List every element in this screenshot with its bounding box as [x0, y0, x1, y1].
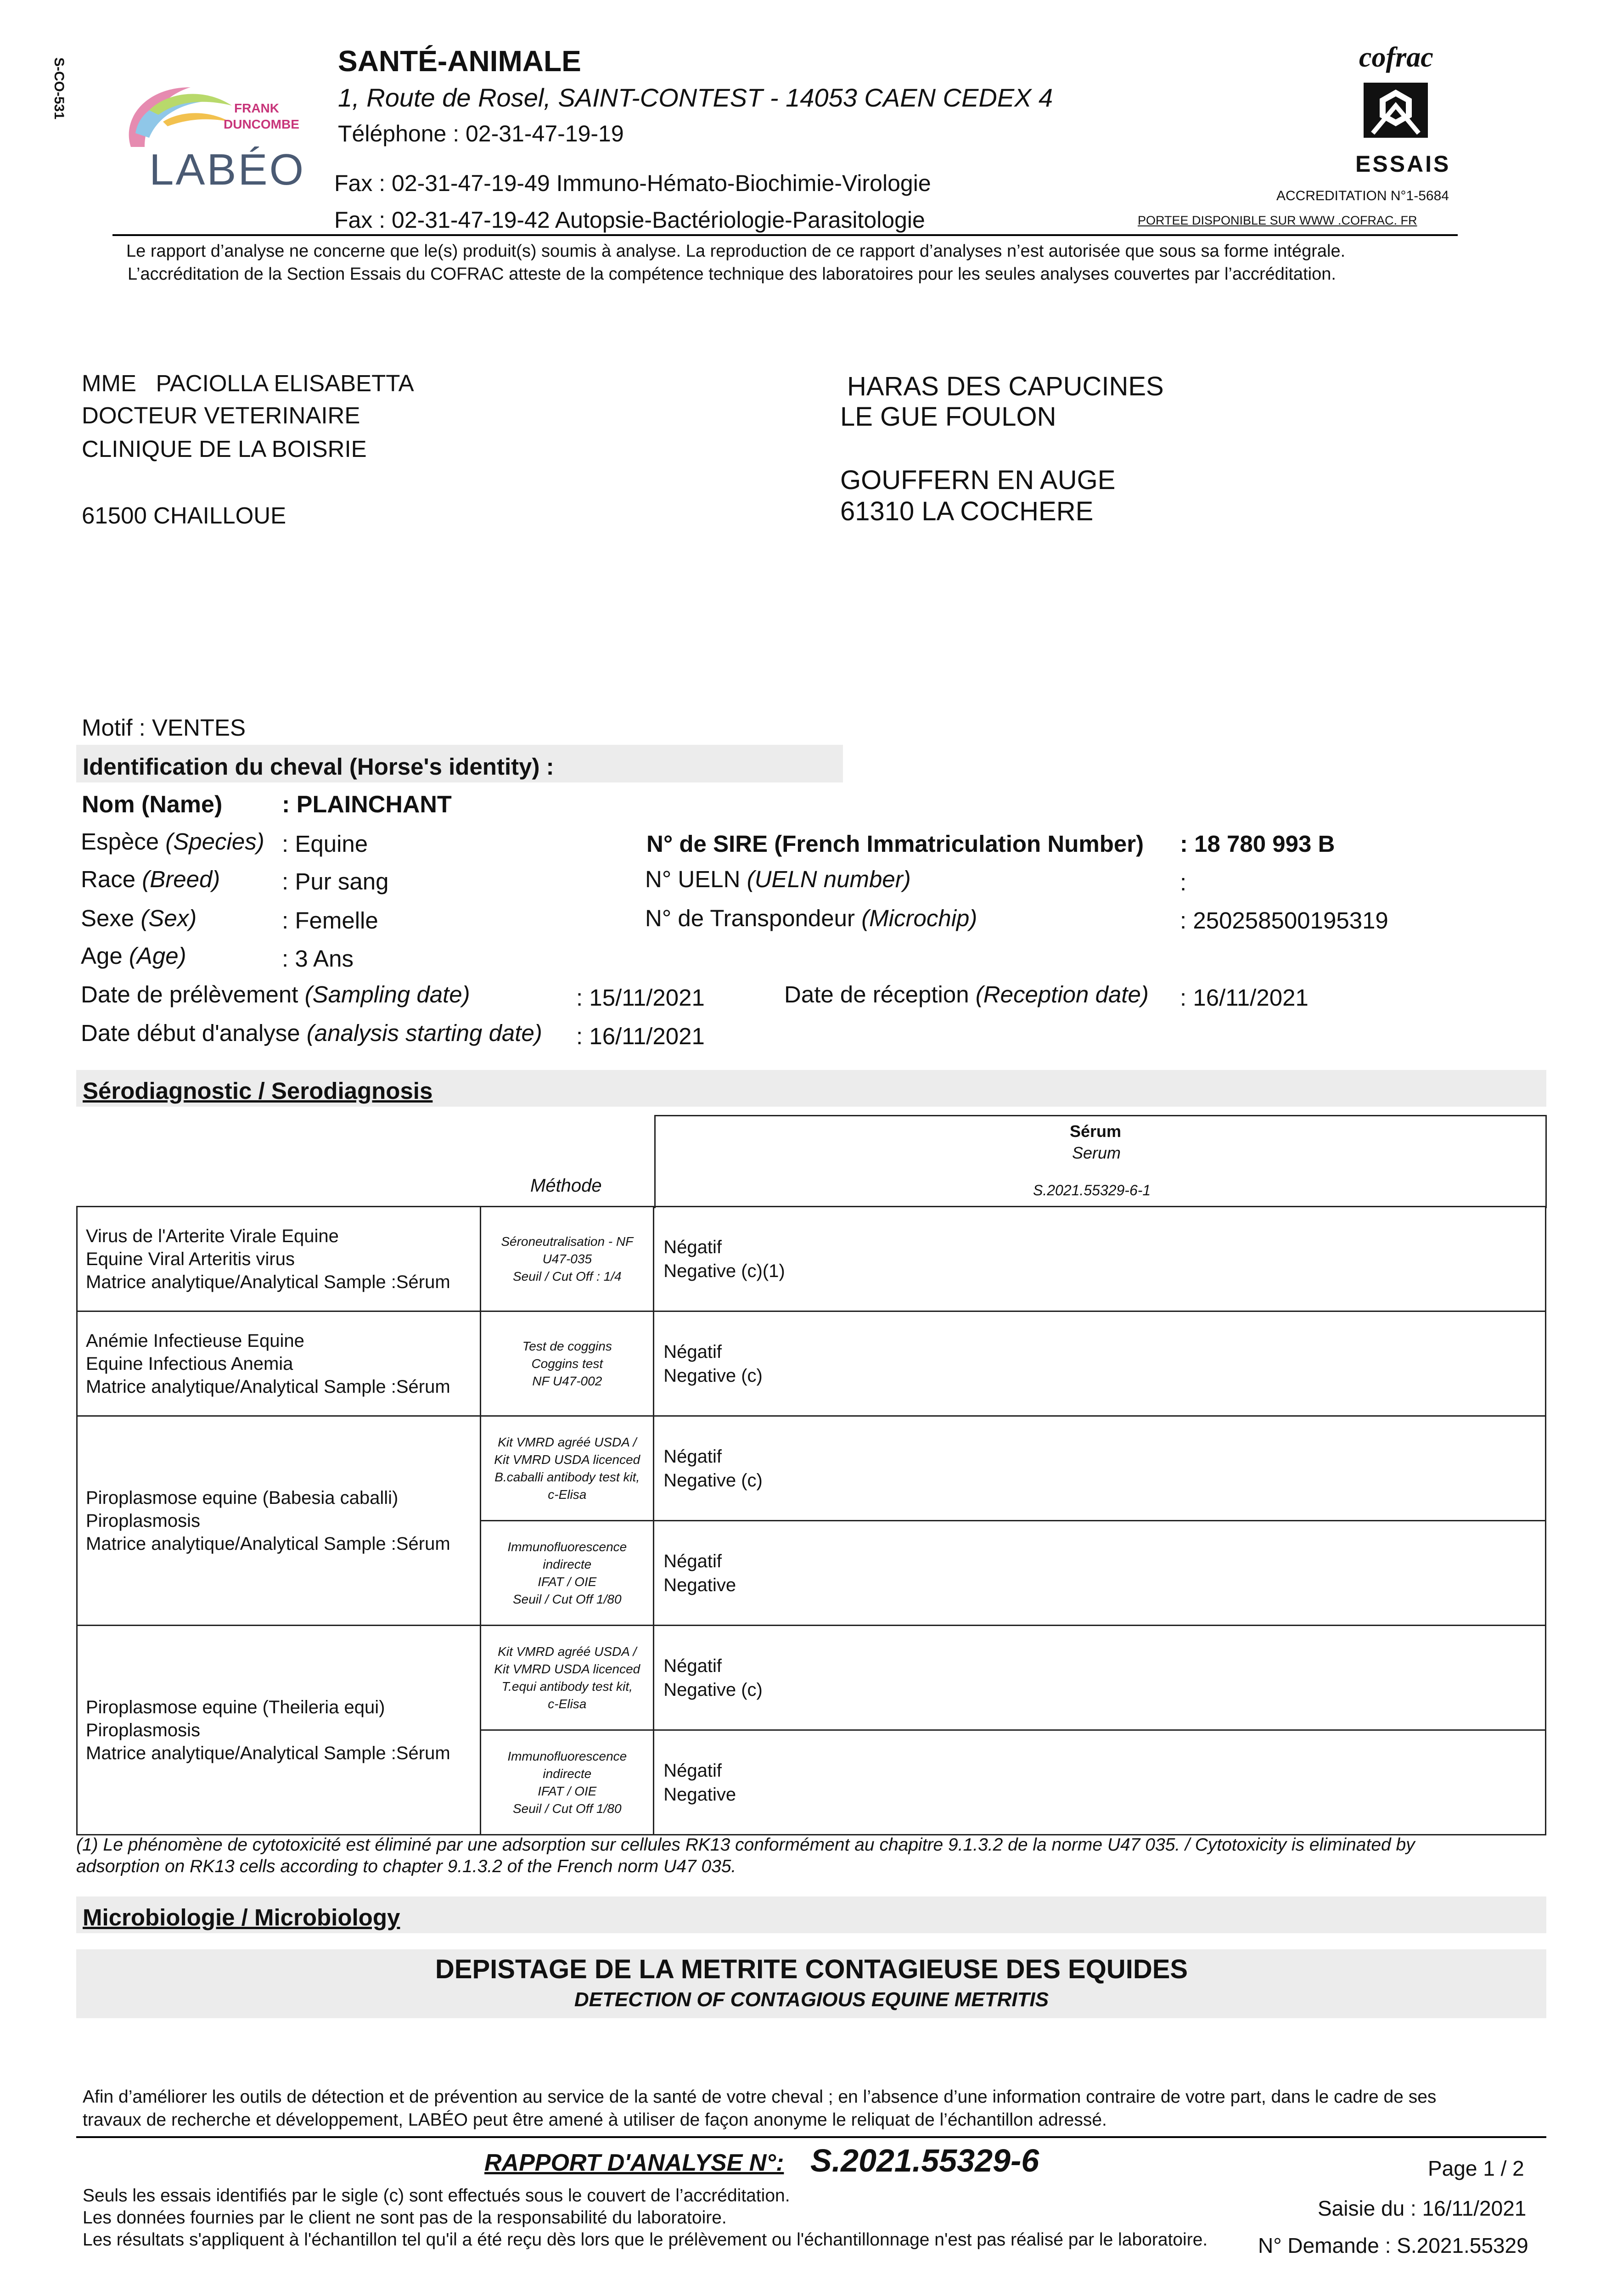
- report-label: RAPPORT D'ANALYSE N°:: [484, 2150, 784, 2176]
- ueln-value: :: [1180, 869, 1187, 895]
- method-line: c-Elisa: [548, 1696, 587, 1711]
- method-line: NF U47-002: [532, 1373, 602, 1388]
- analysis-label-cell: [77, 1416, 481, 1626]
- species-value: : Equine: [282, 831, 368, 857]
- transponder-label-en: (Microchip): [861, 905, 977, 931]
- breed-value: : Pur sang: [282, 868, 389, 895]
- age-value: : 3 Ans: [282, 945, 354, 972]
- result-cell: [654, 1311, 1546, 1416]
- lab-phone: Téléphone : 02-31-47-19-19: [338, 121, 624, 146]
- sampling-date-value: : 15/11/2021: [576, 985, 705, 1011]
- result-cell: [654, 1521, 1546, 1626]
- page-number: Page 1 / 2: [1428, 2156, 1524, 2180]
- sire-label: N° de SIRE (French Immatriculation Number): [646, 831, 1144, 857]
- result-cell: [654, 1207, 1546, 1311]
- analysis-date-label: [81, 1019, 542, 1047]
- result-fr: Négatif: [663, 1341, 722, 1362]
- species-label: [81, 828, 264, 855]
- method-line: Kit VMRD USDA licenced: [494, 1661, 640, 1676]
- lab-fax-1: Fax : 02-31-47-19-49 Immuno-Hémato-Biochimie-Virologie: [334, 170, 931, 196]
- method-line: indirecte: [543, 1766, 592, 1781]
- analysis-name-en: Piroplasmosis: [86, 1510, 200, 1531]
- transponder-label: [645, 905, 977, 932]
- sex-label: [81, 905, 197, 932]
- method-line: U47-035: [542, 1251, 592, 1266]
- serum-col-title: Sérum: [1070, 1122, 1122, 1141]
- method-line: Coggins test: [531, 1356, 603, 1371]
- analysis-matrix: Matrice analytique/Analytical Sample :Sérum: [86, 1743, 450, 1763]
- research-note-1: Afin d’améliorer les outils de détection et de prévention au service de la santé de votre cheval ; en l’absence d’une information contraire de votre part, dans le cadre de ses: [83, 2087, 1437, 2107]
- cofrac-scope-link[interactable]: PORTEE DISPONIBLE SUR WWW .COFRAC. FR: [1138, 214, 1417, 227]
- method-line: IFAT / OIE: [538, 1784, 597, 1798]
- microbiology-heading-en: DETECTION OF CONTAGIOUS EQUINE METRITIS: [574, 1988, 1049, 2011]
- analysis-matrix: Matrice analytique/Analytical Sample :Sérum: [86, 1533, 450, 1554]
- method-line: T.equi antibody test kit,: [501, 1679, 633, 1694]
- method-line: Immunofluorescence: [507, 1749, 627, 1763]
- breed-label-fr: Race: [81, 866, 136, 892]
- motif: Motif : VENTES: [82, 715, 246, 741]
- method-line: IFAT / OIE: [538, 1574, 597, 1589]
- reception-date-label: [784, 981, 1149, 1008]
- method-cell: [481, 1730, 654, 1835]
- serology-results-table: [76, 1206, 1546, 1835]
- result-en: Negative (c): [663, 1365, 763, 1386]
- table-row: [77, 1626, 1546, 1730]
- analysis-date-value: : 16/11/2021: [576, 1023, 705, 1049]
- method-line: Seuil / Cut Off 1/80: [512, 1801, 622, 1816]
- result-en: Negative (c): [663, 1679, 763, 1700]
- result-en: Negative: [663, 1784, 736, 1805]
- species-label-en: (Species): [165, 828, 264, 855]
- method-line: Kit VMRD agréé USDA /: [498, 1435, 637, 1449]
- logo-brand: LABÉO: [149, 145, 306, 194]
- ueln-label-fr: N° UELN: [645, 866, 741, 892]
- sample-id: S.2021.55329-6-1: [1033, 1182, 1151, 1199]
- age-label: [81, 942, 186, 969]
- result-cell: [654, 1416, 1546, 1521]
- age-label-en: (Age): [129, 943, 186, 969]
- research-note-2: travaux de recherche et développement, LABÉO peut être amené à utiliser de façon anonyme le reliquat de l’échantillon adressé.: [83, 2110, 1107, 2130]
- reception-label-fr: Date de réception: [784, 981, 969, 1007]
- analysis-matrix: Matrice analytique/Analytical Sample :Sérum: [86, 1376, 450, 1397]
- reception-date-value: : 16/11/2021: [1180, 985, 1309, 1011]
- method-line: Séroneutralisation - NF: [501, 1234, 634, 1249]
- sex-label-en: (Sex): [140, 905, 197, 931]
- method-cell: [481, 1416, 654, 1521]
- age-label-fr: Age: [81, 943, 123, 969]
- lab-name: SANTÉ-ANIMALE: [338, 45, 581, 78]
- ueln-label-en: (UELN number): [747, 866, 911, 892]
- recipient-line-3: CLINIQUE DE LA BOISRIE: [82, 436, 367, 462]
- microbiology-section-title: Microbiologie / Microbiology: [83, 1904, 400, 1930]
- method-cell: [481, 1521, 654, 1626]
- sampling-date-label: [81, 981, 470, 1008]
- header-notice-2: L’accréditation de la Section Essais du COFRAC atteste de la compétence technique des laboratoires pour les seules analyses couvertes par l’accréditation.: [128, 264, 1336, 284]
- method-cell: [481, 1207, 654, 1311]
- method-line: Immunofluorescence: [507, 1539, 627, 1554]
- serology-section-title: Sérodiagnostic / Serodiagnosis: [83, 1078, 433, 1104]
- owner-line-2: LE GUE FOULON: [840, 402, 1056, 432]
- cofrac-accreditation: ACCREDITATION N°1-5684: [1276, 188, 1449, 203]
- side-form-code: S-CO-531: [51, 57, 67, 120]
- horse-name-label: Nom (Name): [82, 791, 223, 818]
- method-line: indirecte: [543, 1557, 592, 1571]
- species-label-fr: Espèce: [81, 828, 159, 855]
- report-number: S.2021.55329-6: [810, 2143, 1039, 2178]
- transponder-value: : 250258500195319: [1180, 907, 1388, 934]
- analysis-name-en: Equine Infectious Anemia: [86, 1353, 293, 1374]
- reception-label-en: (Reception date): [975, 981, 1149, 1007]
- sampling-label-en: (Sampling date): [304, 981, 470, 1007]
- method-line: Seuil / Cut Off : 1/4: [513, 1269, 622, 1283]
- analysis-label-cell: [77, 1311, 481, 1416]
- result-fr: Négatif: [663, 1655, 722, 1676]
- logo-name-line1: FRANK: [234, 101, 279, 115]
- identity-section-title: Identification du cheval (Horse's identity) :: [83, 754, 554, 780]
- table-row: [77, 1207, 1546, 1311]
- method-line: Kit VMRD agréé USDA /: [498, 1644, 637, 1659]
- footer-note-2: Les données fournies par le client ne sont pas de la responsabilité du laboratoire.: [83, 2208, 727, 2228]
- serology-footnote-2: adsorption on RK13 cells according to chapter 9.1.3.2 of the French norm U47 035.: [76, 1857, 736, 1876]
- owner-line-1: HARAS DES CAPUCINES: [847, 371, 1164, 401]
- analysis-label-cell: [77, 1626, 481, 1835]
- result-fr: Négatif: [663, 1446, 722, 1467]
- method-line: c-Elisa: [548, 1487, 587, 1502]
- cofrac-emblem-icon: [1354, 78, 1437, 147]
- table-row: [77, 1311, 1546, 1416]
- entry-date: Saisie du : 16/11/2021: [1318, 2196, 1527, 2220]
- result-en: Negative (c): [663, 1470, 763, 1491]
- sex-label-fr: Sexe: [81, 905, 135, 931]
- method-line: Kit VMRD USDA licenced: [494, 1452, 640, 1467]
- analysis-name: Virus de l'Arterite Virale Equine: [86, 1226, 339, 1246]
- result-fr: Négatif: [663, 1760, 722, 1781]
- footer-note-1: Seuls les essais identifiés par le sigle (c) sont effectués sous le couvert de l’accréditation.: [83, 2186, 790, 2206]
- analysis-name: Anémie Infectieuse Equine: [86, 1330, 304, 1351]
- horse-name-value: : PLAINCHANT: [282, 791, 452, 818]
- footer-note-3: Les résultats s'appliquent à l'échantillon tel qu'il a été reçu dès lors que le prélèvement ou l'échantillonnage n'est pas réalisé par le laboratoire.: [83, 2230, 1208, 2250]
- serum-col-title-en: Serum: [1072, 1143, 1121, 1162]
- sex-value: : Femelle: [282, 907, 378, 934]
- footer-rule: [76, 2136, 1546, 2138]
- recipient-line-1: MME PACIOLLA ELISABETTA: [82, 370, 414, 396]
- cofrac-wordmark: cofrac: [1359, 42, 1433, 73]
- lab-address: 1, Route de Rosel, SAINT-CONTEST - 14053 CAEN CEDEX 4: [338, 83, 1053, 112]
- ueln-label: [645, 866, 911, 893]
- result-fr: Négatif: [663, 1551, 722, 1571]
- result-cell: [654, 1730, 1546, 1835]
- analysis-label-en: (analysis starting date): [306, 1020, 542, 1046]
- header-rule: [112, 234, 1458, 236]
- recipient-line-4: 61500 CHAILLOUE: [82, 502, 286, 529]
- logo-name-line2: DUNCOMBE: [224, 117, 299, 131]
- owner-line-4: 61310 LA COCHERE: [840, 496, 1094, 526]
- owner-line-3: GOUFFERN EN AUGE: [840, 465, 1116, 495]
- breed-label-en: (Breed): [142, 866, 220, 892]
- result-en: Negative: [663, 1575, 736, 1595]
- method-line: B.caballi antibody test kit,: [494, 1469, 640, 1484]
- analysis-label-cell: [77, 1207, 481, 1311]
- method-cell: [481, 1626, 654, 1730]
- method-line: Test de coggins: [522, 1339, 612, 1353]
- header-notice-1: Le rapport d’analyse ne concerne que le(s) produit(s) soumis à analyse. La reproduction de ce rapport d’analyses n’est autorisée que sous sa forme intégrale.: [126, 242, 1346, 261]
- analysis-name-en: Piroplasmosis: [86, 1720, 200, 1740]
- analysis-name-en: Equine Viral Arteritis virus: [86, 1249, 295, 1269]
- cofrac-logo: [1350, 41, 1451, 179]
- analysis-label-fr: Date début d'analyse: [81, 1020, 300, 1046]
- request-number: N° Demande : S.2021.55329: [1258, 2234, 1528, 2257]
- recipient-line-2: DOCTEUR VETERINAIRE: [82, 402, 360, 428]
- table-row: [77, 1416, 1546, 1521]
- result-en: Negative (c)(1): [663, 1261, 785, 1281]
- microbiology-heading: DEPISTAGE DE LA METRITE CONTAGIEUSE DES EQUIDES: [435, 1954, 1188, 1984]
- result-cell: [654, 1626, 1546, 1730]
- analysis-matrix: Matrice analytique/Analytical Sample :Sérum: [86, 1272, 450, 1292]
- transponder-label-fr: N° de Transpondeur: [645, 905, 855, 931]
- result-fr: Négatif: [663, 1237, 722, 1257]
- method-cell: [481, 1311, 654, 1416]
- serology-footnote-1: (1) Le phénomène de cytotoxicité est éliminé par une adsorption sur cellules RK13 conformément au chapitre 9.1.3.2 de la norme U47 035. / Cytotoxicity is eliminated by: [76, 1835, 1415, 1855]
- labeo-logo: [117, 78, 319, 197]
- analysis-name: Piroplasmose equine (Theileria equi): [86, 1697, 385, 1717]
- analysis-name: Piroplasmose equine (Babesia caballi): [86, 1487, 399, 1508]
- method-col-title: Méthode: [530, 1176, 602, 1196]
- lab-fax-2: Fax : 02-31-47-19-42 Autopsie-Bactériologie-Parasitologie: [334, 207, 925, 233]
- sire-value: : 18 780 993 B: [1180, 831, 1335, 857]
- cofrac-essais: ESSAIS: [1355, 151, 1451, 177]
- sampling-label-fr: Date de prélèvement: [81, 981, 298, 1007]
- method-line: Seuil / Cut Off 1/80: [512, 1592, 622, 1606]
- breed-label: [81, 866, 220, 893]
